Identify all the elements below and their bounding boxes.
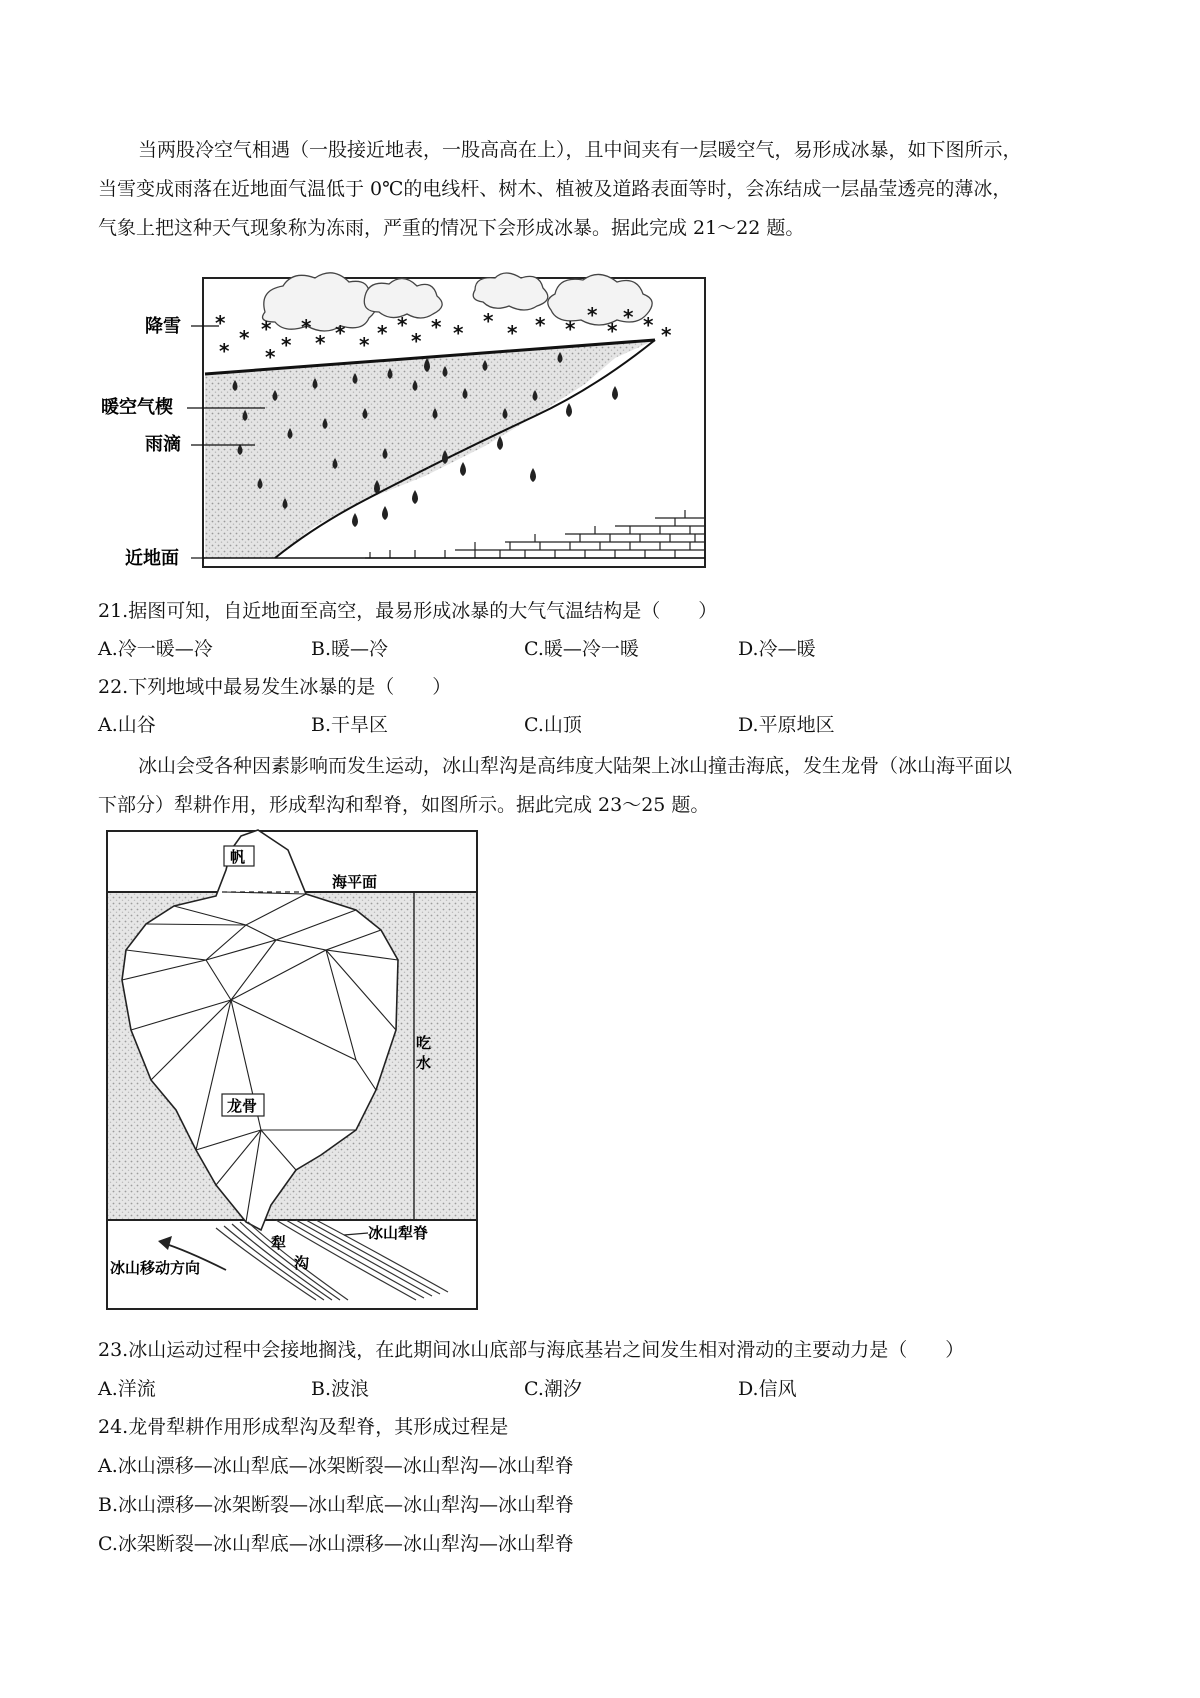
label-ground: 近地面 — [125, 548, 179, 569]
warm-air-wedge — [205, 340, 655, 558]
q21-option-c[interactable]: C.暖—冷一暖 — [524, 638, 639, 660]
label-draft-2: 水 — [416, 1054, 432, 1072]
svg-text:*: * — [359, 333, 370, 357]
q24-option-b[interactable]: B.冰山漂移—冰架断裂—冰山犁底—冰山犁沟—冰山犁脊 — [98, 1494, 575, 1516]
label-draft-1: 吃 — [416, 1034, 432, 1052]
svg-text:*: * — [565, 317, 576, 341]
svg-text:*: * — [661, 323, 672, 347]
question-21-stem: 21.据图可知，自近地面至高空，最易形成冰暴的大气气温结构是（ ） — [98, 600, 718, 622]
svg-text:*: * — [535, 313, 546, 337]
ground-bricks — [365, 510, 705, 558]
q22-option-c[interactable]: C.山顶 — [524, 714, 582, 736]
svg-text:*: * — [215, 311, 226, 335]
label-keel: 龙骨 — [227, 1097, 258, 1115]
svg-text:*: * — [315, 331, 326, 355]
label-sail: 帆 — [230, 848, 246, 866]
intro-1-line-2: 当雪变成雨落在近地面气温低于 0℃的电线杆、树木、植被及道路表面等时，会冻结成一层晶莹透亮的薄冰， — [98, 178, 1012, 200]
iceberg-plough-diagram — [106, 830, 478, 1310]
q21-option-a[interactable]: A.冷一暖—冷 — [98, 638, 213, 660]
svg-text:*: * — [335, 321, 346, 345]
q23-option-d[interactable]: D.信风 — [738, 1378, 797, 1400]
q22-option-a[interactable]: A.山谷 — [98, 714, 156, 736]
q24-option-c[interactable]: C.冰架断裂—冰山犁底—冰山漂移—冰山犁沟—冰山犁脊 — [98, 1533, 574, 1555]
intro-paragraph-2 — [98, 747, 1118, 786]
svg-text:*: * — [643, 313, 654, 337]
q21-option-d[interactable]: D.冷—暖 — [738, 638, 816, 660]
label-raindrop: 雨滴 — [145, 434, 181, 455]
svg-text:*: * — [483, 309, 494, 333]
svg-text:*: * — [587, 303, 598, 327]
svg-text:*: * — [281, 333, 292, 357]
svg-text:*: * — [397, 313, 408, 337]
q23-option-b[interactable]: B.波浪 — [311, 1378, 370, 1400]
svg-text:*: * — [411, 329, 422, 353]
svg-text:*: * — [261, 317, 272, 341]
q21-option-b[interactable]: B.暖—冷 — [311, 638, 389, 660]
question-24-stem: 24.龙骨犁耕作用形成犁沟及犁脊，其形成过程是 — [98, 1416, 509, 1438]
q23-option-a[interactable]: A.洋流 — [98, 1378, 156, 1400]
label-snow: 降雪 — [145, 316, 181, 337]
svg-text:*: * — [377, 321, 388, 345]
svg-text:*: * — [265, 345, 276, 369]
svg-text:*: * — [431, 315, 442, 339]
svg-text:*: * — [507, 321, 518, 345]
label-warm-wedge: 暖空气楔 — [101, 397, 173, 418]
q22-option-b[interactable]: B.干旱区 — [311, 714, 389, 736]
pointer-ridge — [344, 1233, 368, 1235]
label-sea-level: 海平面 — [332, 873, 378, 891]
intro-1-line-1: 当两股冷空气相遇（一股接近地表，一股高高在上），且中间夹有一层暖空气，易形成冰暴，如下图所示， — [138, 139, 1022, 161]
svg-text:*: * — [623, 305, 634, 329]
intro-1-line-3: 气象上把这种天气现象称为冻雨，严重的情况下会形成冰暴。据此完成 21～22 题。 — [98, 217, 805, 239]
q23-option-c[interactable]: C.潮汐 — [524, 1378, 582, 1400]
label-furrow-2: 沟 — [294, 1254, 310, 1272]
movement-arrowhead — [158, 1236, 172, 1250]
svg-text:*: * — [219, 339, 230, 363]
question-22-stem: 22.下列地域中最易发生冰暴的是（ ） — [98, 676, 452, 698]
label-furrow-1: 犁 — [271, 1234, 287, 1252]
intro-paragraph-2-cont — [98, 786, 1118, 825]
intro-paragraph-1-cont — [98, 170, 1118, 248]
freezing-rain-diagram — [101, 268, 715, 569]
label-ridge: 冰山犁脊 — [368, 1224, 429, 1242]
intro-2-line-1: 冰山会受各种因素影响而发生运动，冰山犁沟是高纬度大陆架上冰山撞击海底，发生龙骨（冰山海平面以 — [138, 755, 1013, 777]
label-direction: 冰山移动方向 — [110, 1259, 201, 1277]
svg-text:*: * — [453, 321, 464, 345]
intro-2-line-2: 下部分）犁耕作用，形成犁沟和犁脊，如图所示。据此完成 23～25 题。 — [98, 794, 710, 816]
svg-text:*: * — [607, 319, 618, 343]
svg-text:*: * — [301, 315, 312, 339]
q22-option-d[interactable]: D.平原地区 — [738, 714, 835, 736]
q24-option-a[interactable]: A.冰山漂移—冰山犁底—冰架断裂—冰山犁沟—冰山犁脊 — [98, 1455, 574, 1477]
question-23-stem: 23.冰山运动过程中会接地搁浅，在此期间冰山底部与海底基岩之间发生相对滑动的主要动力是（ ） — [98, 1339, 965, 1361]
svg-text:*: * — [239, 326, 250, 350]
intro-paragraph-1 — [98, 131, 1118, 170]
